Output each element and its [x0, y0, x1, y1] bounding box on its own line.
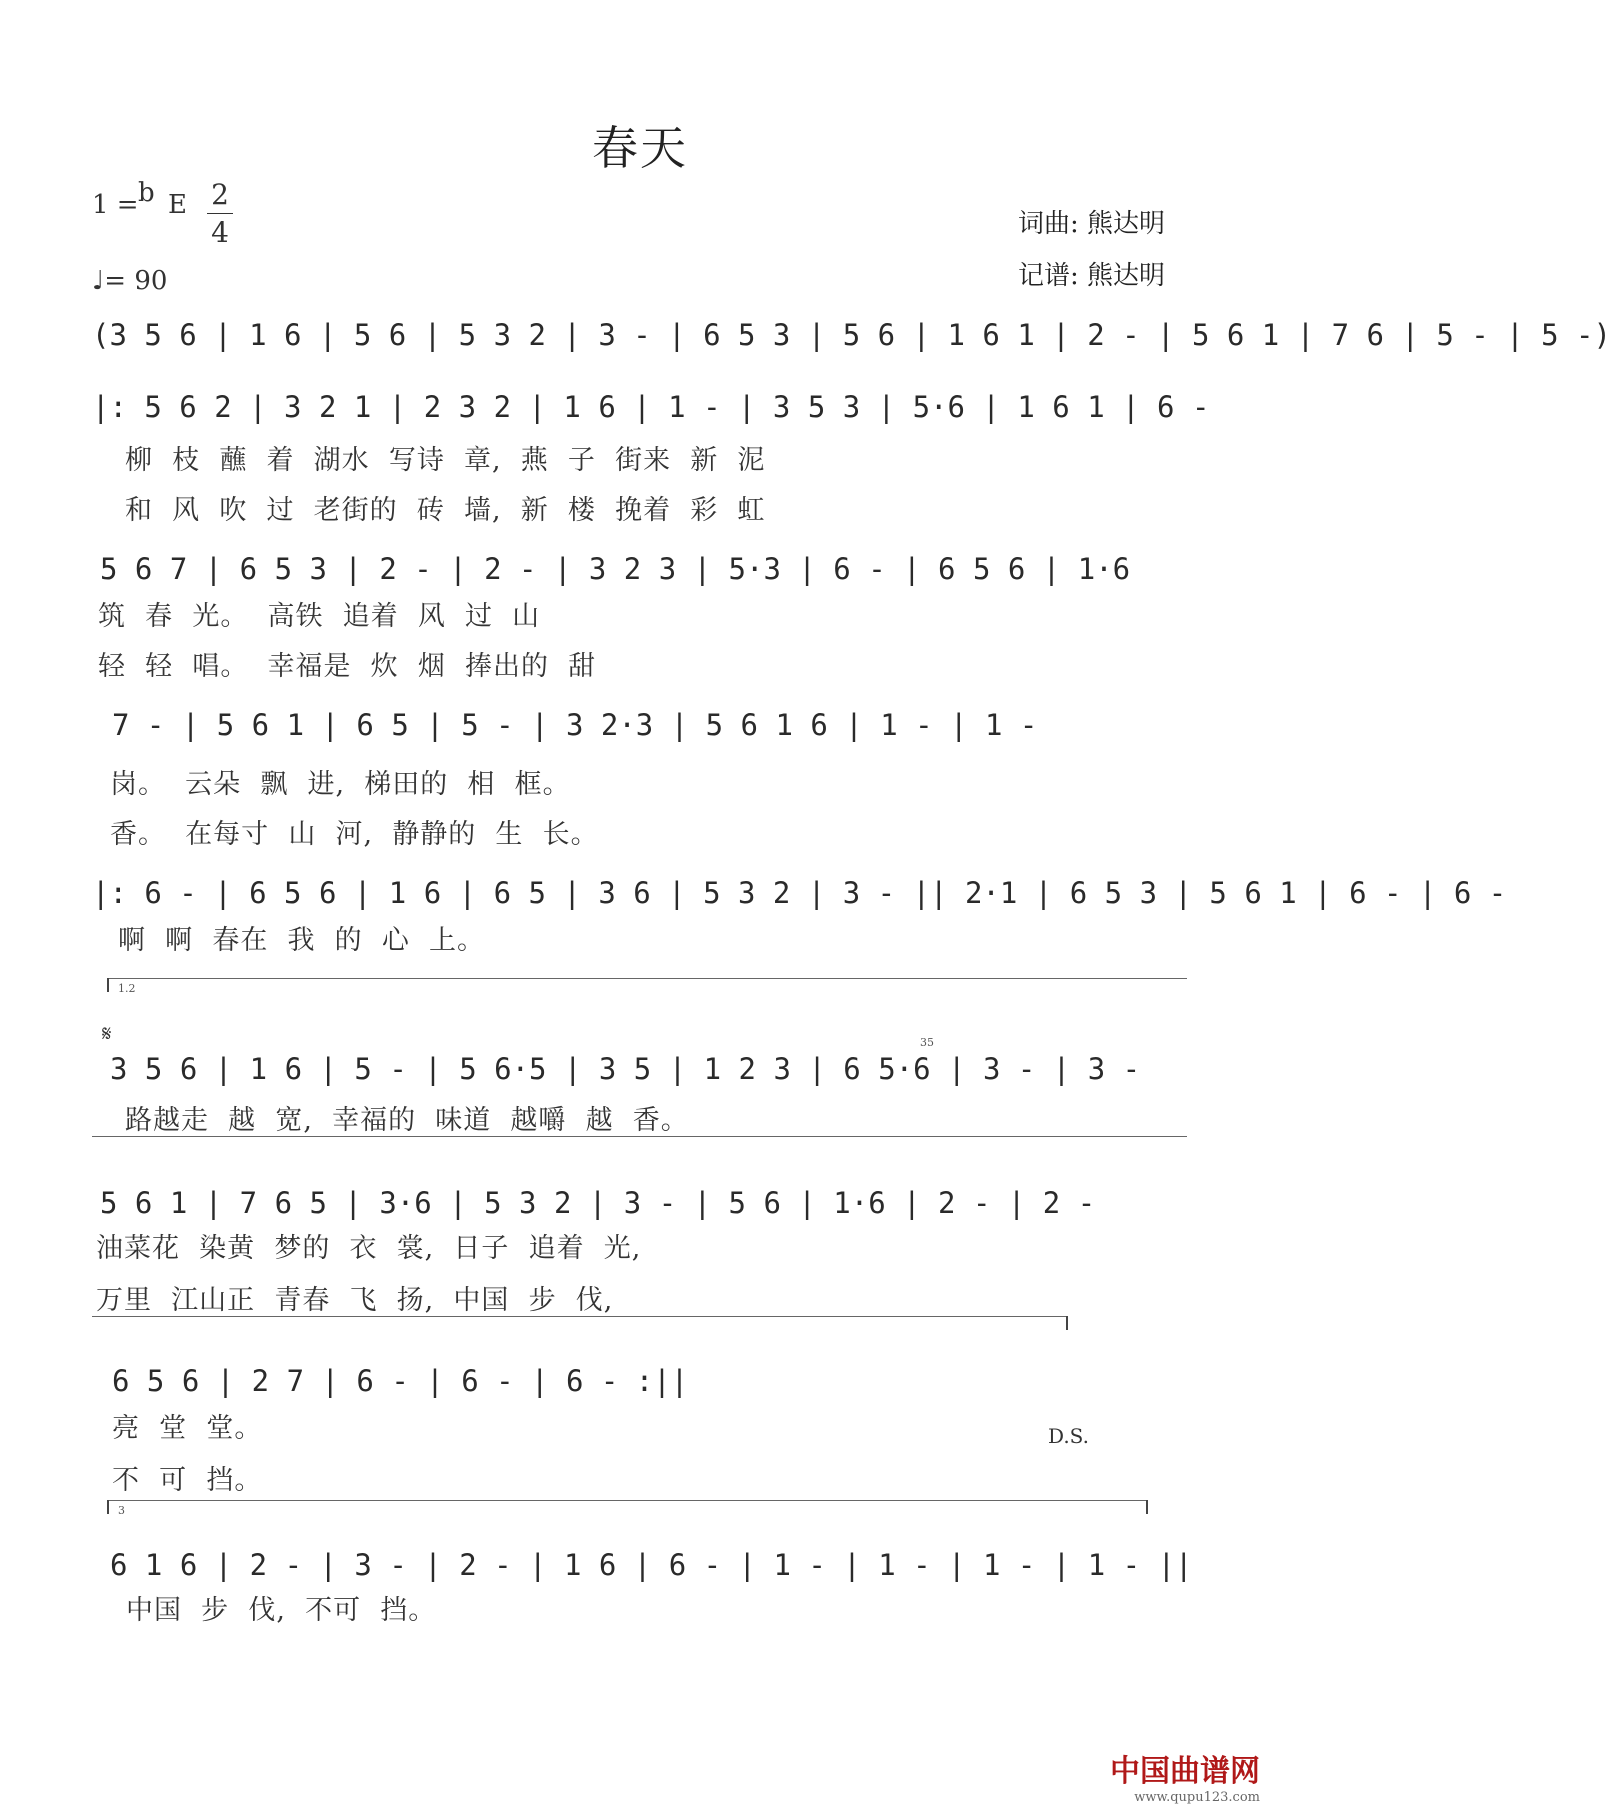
lyrics-2-verse-1: 柳 枝 蘸 着 湖水 写诗 章, 燕 子 街来 新 泥 [125, 445, 766, 476]
lyrics-3-verse-2: 轻 轻 唱。 幸福是 炊 烟 捧出的 甜 [98, 651, 597, 682]
lyrics-7-verse-2: 万里 江山正 青春 飞 扬, 中国 步 伐, [96, 1285, 614, 1316]
grace-note: 35 [920, 1036, 934, 1049]
volta-line-2 [92, 1316, 1067, 1317]
tempo-mark: ♩= 90 [92, 266, 168, 296]
volta-tick-1 [107, 978, 109, 992]
volta-tick-3b [1146, 1500, 1148, 1514]
notes-system-5: |: 6 - | 6 5 6 | 1 6 | 6 5 | 3 6 | 5 3 2 | 3 - || 2·1 | 6 5 3 | 5 6 1 | 6 - | 6 - [92, 876, 1507, 910]
lyrics-2-verse-2: 和 风 吹 过 老街的 砖 墙, 新 楼 挽着 彩 虹 [125, 495, 766, 526]
notes-system-6: 3 5 6 | 1 6 | 5 - | 5 6·5 | 3 5 | 1 2 3 | 6 5·6 | 3 - | 3 - [110, 1052, 1141, 1086]
notes-system-3: 5 6 7 | 6 5 3 | 2 - | 2 - | 3 2 3 | 5·3 | 6 - | 6 5 6 | 1·6 [100, 552, 1131, 586]
notes-system-7: 5 6 1 | 7 6 5 | 3·6 | 5 3 2 | 3 - | 5 6 | 1·6 | 2 - | 2 - [100, 1186, 1096, 1220]
notes-system-8: 6 5 6 | 2 7 | 6 - | 6 - | 6 - :|| [112, 1364, 689, 1398]
lyrics-5: 啊 啊 春在 我 的 心 上。 [118, 925, 485, 956]
key-signature [92, 178, 187, 220]
volta-3-label: 3 [118, 1504, 125, 1517]
credit-lyrics-music: 词曲: 熊达明 [1017, 209, 1165, 239]
notes-system-2: |: 5 6 2 | 3 2 1 | 2 3 2 | 1 6 | 1 - | 3 5 3 | 5·6 | 1 6 1 | 6 - [92, 390, 1210, 424]
lyrics-8-verse-1: 亮 堂 堂。 [112, 1413, 263, 1444]
time-top: 2 [211, 178, 229, 211]
notes-system-9: 6 1 6 | 2 - | 3 - | 2 - | 1 6 | 6 - | 1 - | 1 - | 1 - | 1 - || [110, 1548, 1193, 1582]
lyrics-3-verse-1: 筑 春 光。 高铁 追着 风 过 山 [98, 601, 541, 632]
segno-sign: 𝄋 [102, 1022, 112, 1047]
lyrics-6: 路越走 越 宽, 幸福的 味道 越嚼 越 香。 [125, 1105, 689, 1136]
watermark-url: www.qupu123.com [1134, 1790, 1260, 1805]
key-flat: b [138, 178, 155, 208]
lyrics-8-verse-2: 不 可 挡。 [112, 1465, 263, 1496]
notes-system-1: (3 5 6 | 1 6 | 5 6 | 5 3 2 | 3 - | 6 5 3 | 5 6 | 1 6 1 | 2 - | 5 6 1 | 7 6 | 5 - | 5 -) [92, 318, 1611, 352]
watermark-name: 中国曲谱网 [1110, 1754, 1260, 1789]
divider-line [92, 1136, 1187, 1137]
ds-mark: D.S. [1048, 1424, 1090, 1448]
lyrics-7-verse-1: 油菜花 染黄 梦的 衣 裳, 日子 追着 光, [96, 1233, 642, 1264]
key-note: E [168, 190, 187, 220]
lyrics-4-verse-2: 香。 在每寸 山 河, 静静的 生 长。 [110, 819, 599, 850]
lyrics-4-verse-1: 岗。 云朵 飘 进, 梯田的 相 框。 [110, 769, 571, 800]
volta-line-3 [107, 1500, 1147, 1501]
watermark [1110, 1746, 1260, 1805]
volta-1-2-label: 1.2 [118, 982, 136, 995]
time-bottom: 4 [211, 216, 229, 249]
song-title: 春天 [592, 121, 688, 175]
key-prefix: 1 = [92, 190, 139, 220]
credit-notation: 记谱: 熊达明 [1017, 261, 1165, 291]
volta-tick-2 [1066, 1316, 1068, 1330]
notes-system-4: 7 - | 5 6 1 | 6 5 | 5 - | 3 2·3 | 5 6 1 6 | 1 - | 1 - [112, 708, 1038, 742]
volta-line-1 [107, 978, 1187, 979]
lyrics-9: 中国 步 伐, 不可 挡。 [126, 1595, 437, 1626]
time-signature [207, 178, 233, 249]
volta-tick-3a [107, 1500, 109, 1514]
